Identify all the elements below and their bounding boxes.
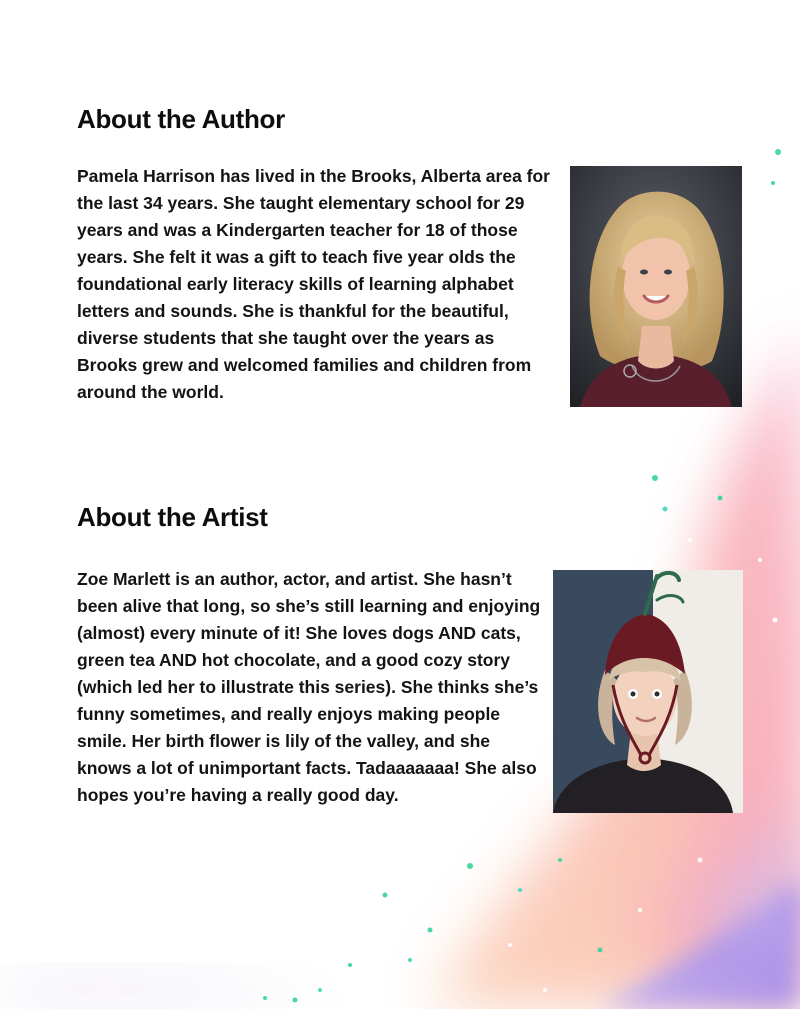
artist-photo [553, 570, 743, 813]
author-bio: Pamela Harrison has lived in the Brooks, Alberta area for the last 34 years. She taught elementary school for 29 years and was a Kindergarten teacher for 18 of those years. She felt it was a gift to teach five year olds the foundational early literacy skills of learning alphabet letters and sounds. She is thankful for the beautiful, diverse students that she taught over the years as Brooks grew and welcomed families and children from around the world. [77, 166, 550, 402]
author-photo [570, 166, 742, 407]
author-portrait-icon [570, 166, 742, 407]
artist-portrait-icon [553, 570, 743, 813]
artist-bio: Zoe Marlett is an author, actor, and artist. She hasn’t been alive that long, so she’s still learning and enjoying (almost) every minute of it! She loves dogs AND cats, green tea AND hot chocolate, and a good cozy story (which led her to illustrate this series). She thinks she’s funny sometimes, and really enjoys making people smile. Her birth flower is lily of the valley, and she knows a lot of unimportant facts. Tadaaaaaaa! She also hopes you’re having a really good day. [77, 569, 541, 805]
artist-section-title: About the Artist [77, 502, 268, 532]
author-section-title: About the Author [77, 104, 285, 134]
